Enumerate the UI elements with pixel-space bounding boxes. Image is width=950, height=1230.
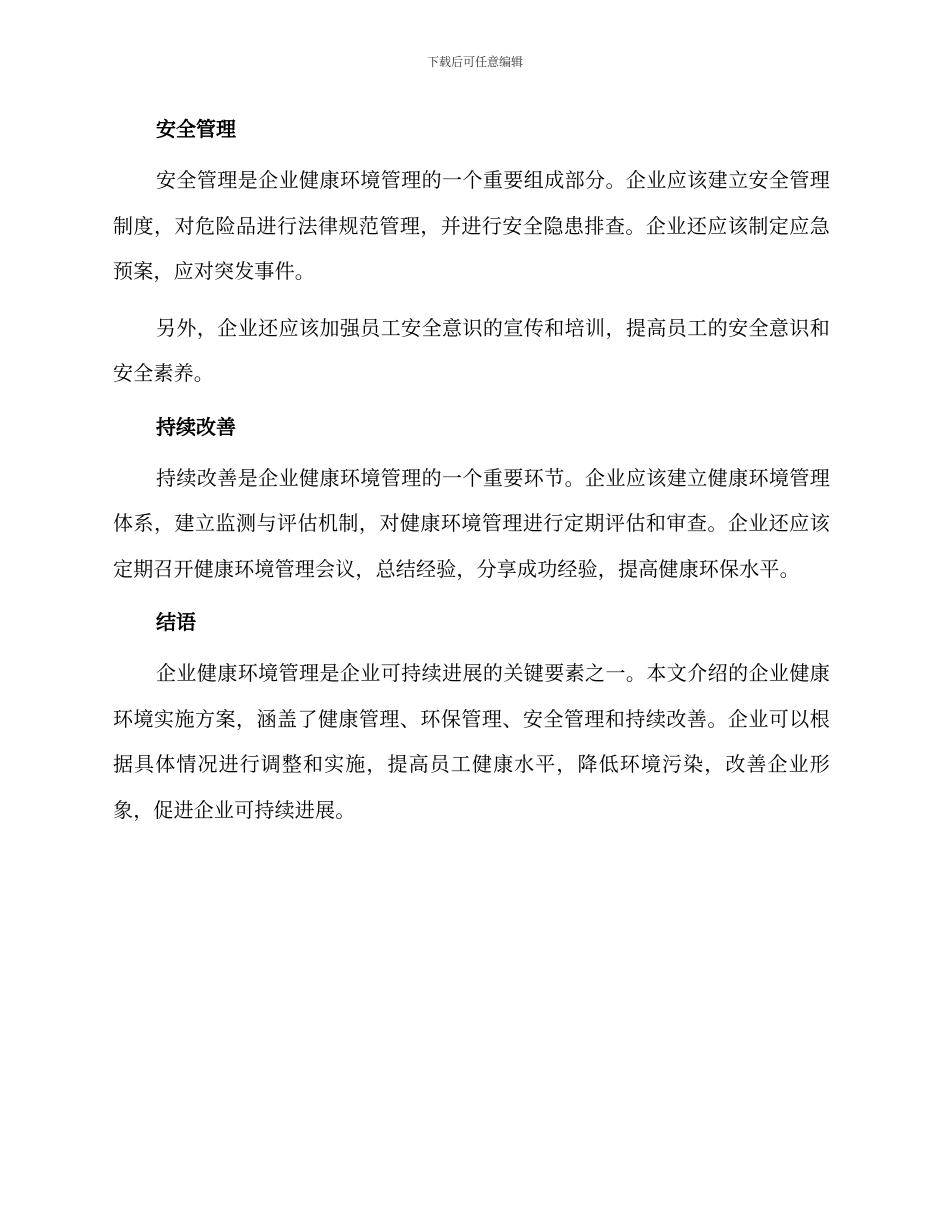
section-heading-continuous-improvement: 持续改善: [156, 414, 236, 439]
spacer: [113, 592, 830, 603]
spacer: [113, 295, 830, 306]
spacer: [113, 446, 830, 456]
page-header-note: 下载后可任意编辑: [426, 55, 523, 69]
section-heading-safety-management: 安全管理: [156, 117, 236, 141]
paragraph-conclusion-1: 企业健康环境管理是企业可持续进展的关键要素之一。本文介绍的企业健康环境实施方案，涵盖了健康管理、环保管理、安全管理和持续改善。企业可以根据具体情况进行调整和实施，提高员工健康水平，降低环境污染，改善企业形象，促进企业可持续进展。: [113, 661, 830, 822]
paragraph-safety-management-2: 另外，企业还应该加强员工安全意识的宣传和培训，提高员工的安全意识和安全素养。: [113, 315, 830, 385]
section-heading-conclusion: 结语: [156, 610, 196, 634]
spacer: [113, 641, 830, 651]
paragraph-safety-management-1: 安全管理是企业健康环境管理的一个重要组成部分。企业应该建立安全管理制度，对危险品进行法律规范管理，并进行安全隐患排查。企业还应该制定应急预案，应对突发事件。: [113, 168, 830, 283]
spacer: [113, 397, 830, 408]
spacer: [113, 148, 830, 158]
paragraph-continuous-improvement-1: 持续改善是企业健康环境管理的一个重要环节。企业应该建立健康环境管理体系，建立监测与评估机制，对健康环境管理进行定期评估和审查。企业还应该定期召开健康环境管理会议，总结经验，分享成功经验，提高健康环保水平。: [113, 465, 830, 581]
document-body: [113, 110, 830, 833]
